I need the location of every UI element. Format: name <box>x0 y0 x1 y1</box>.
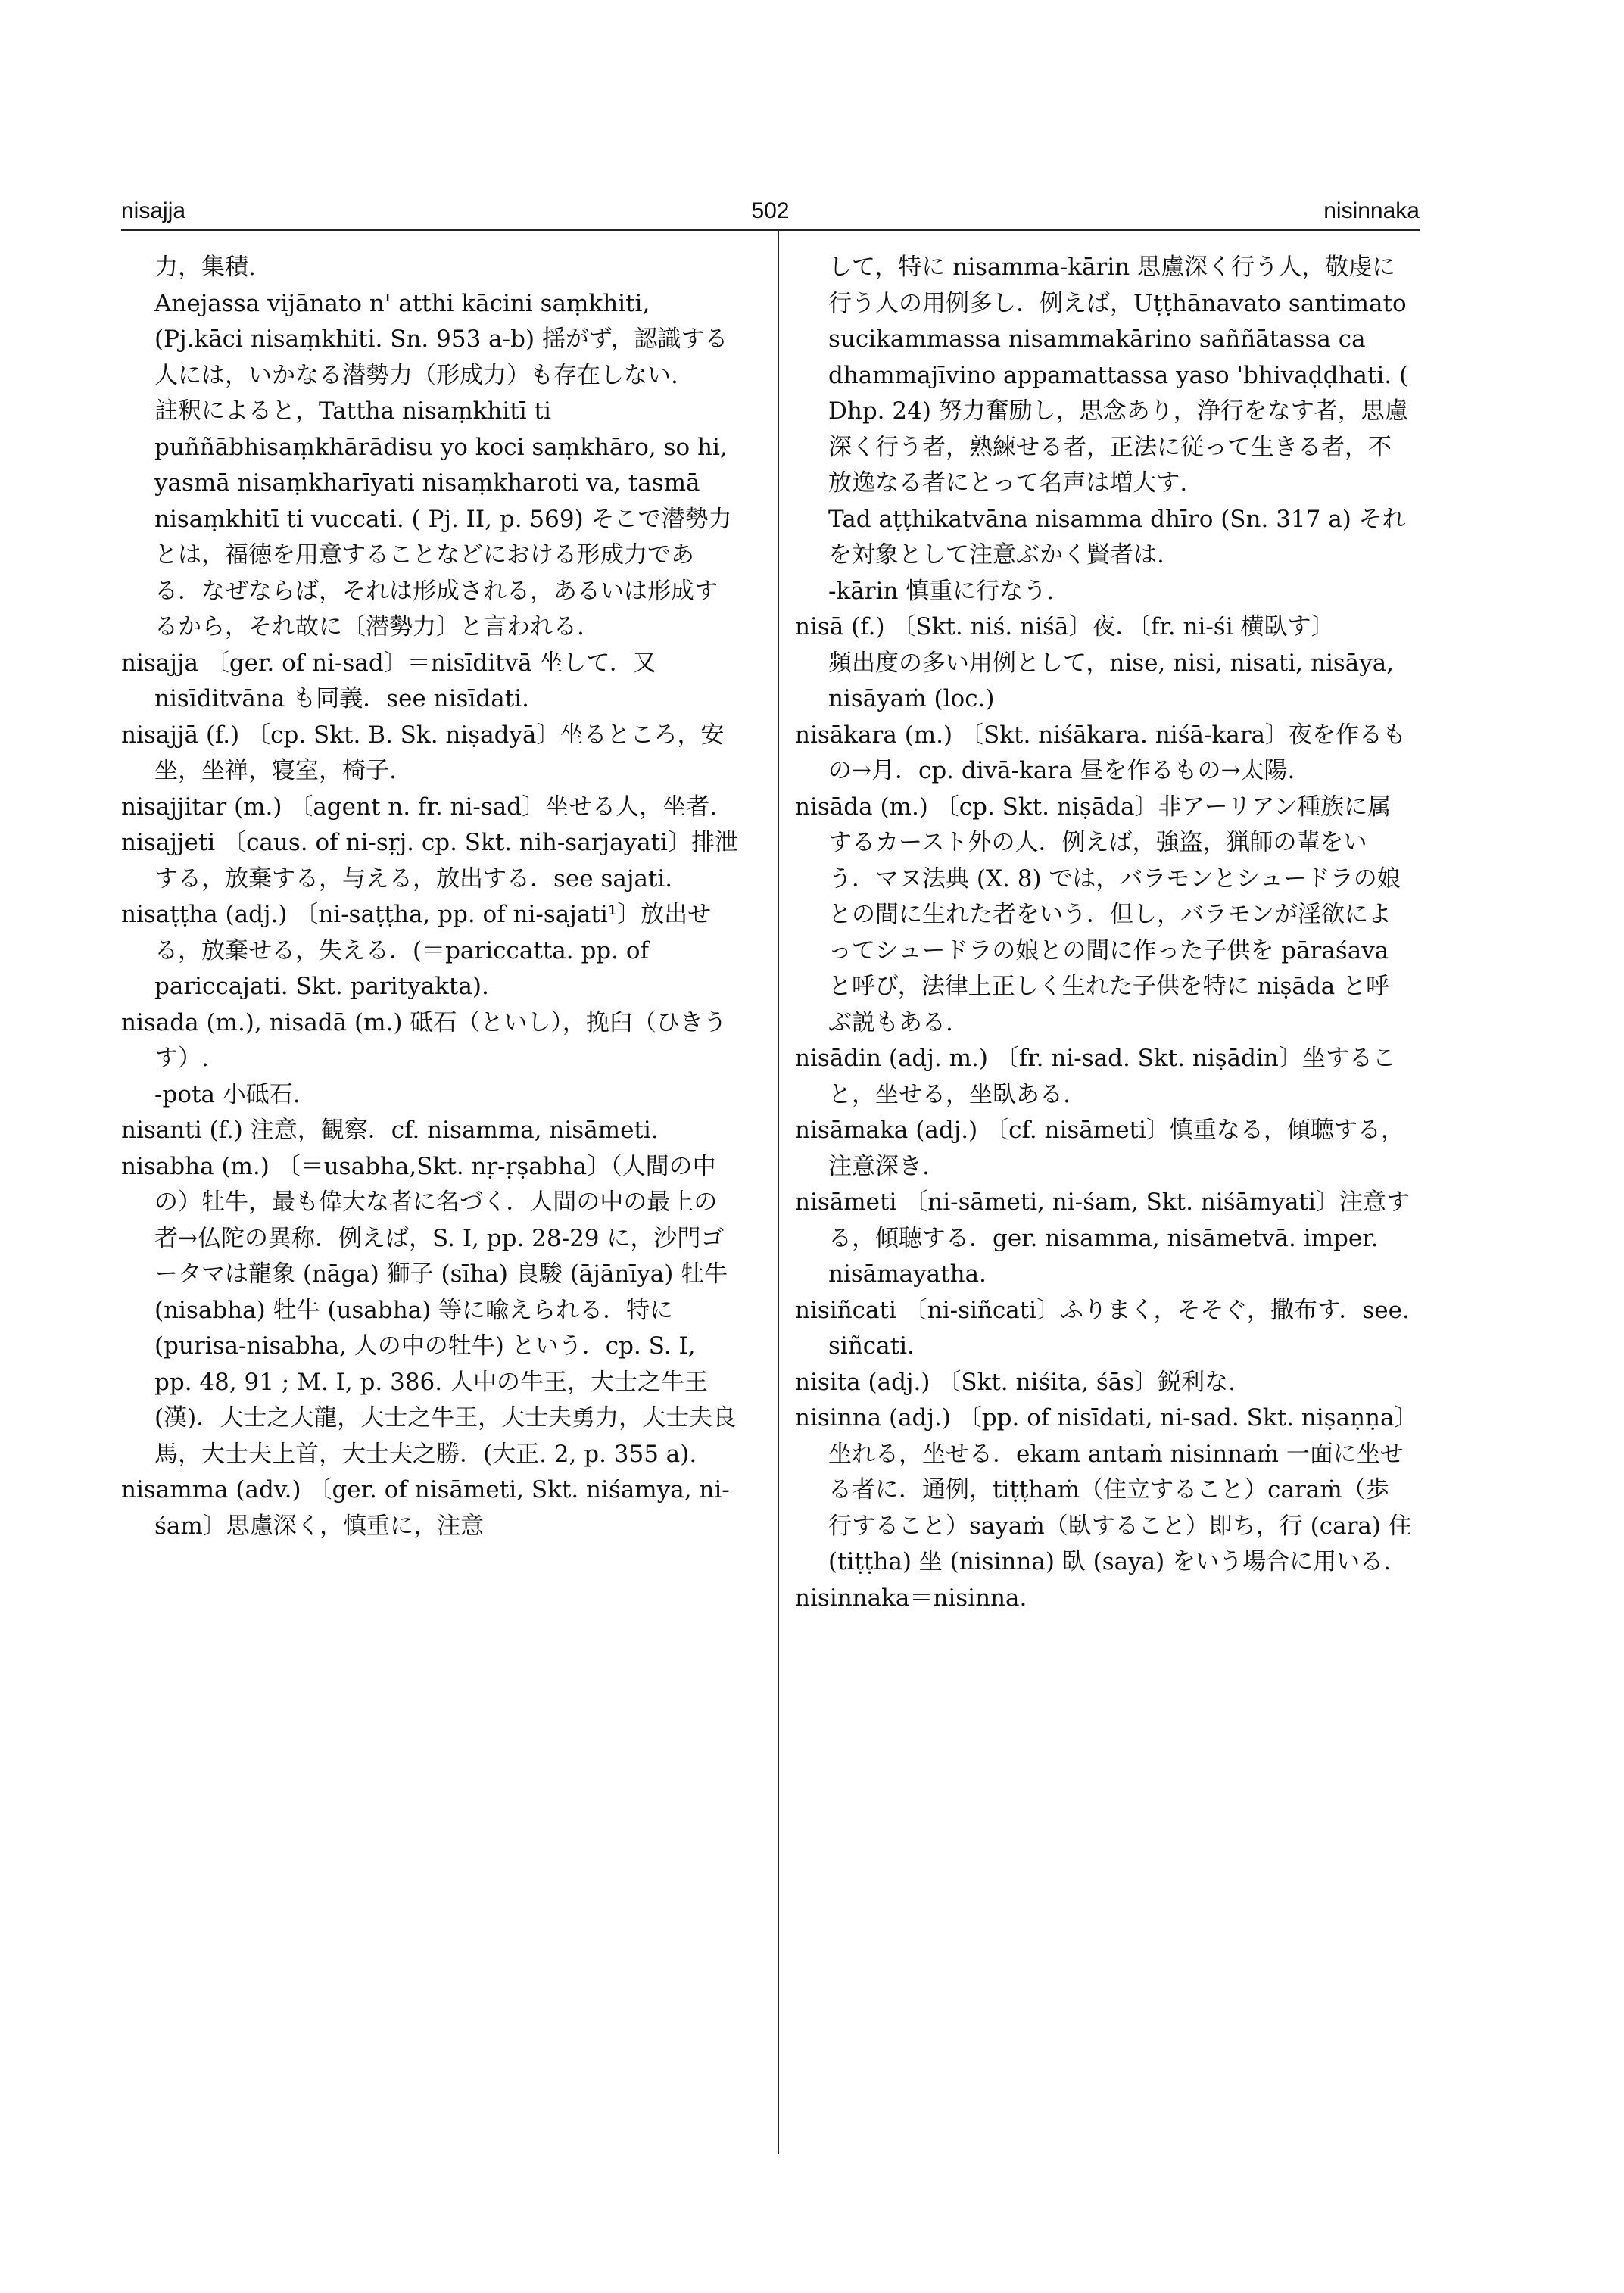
dictionary-entry: nisā (f.) 〔Skt. niś. niśā〕夜．〔fr. ni-śi 横臥す〕 <box>795 613 1335 640</box>
dictionary-entry: nisajjeti 〔caus. of ni-sṛj. cp. Skt. nih-sarjayati〕排泄する，放棄する，与える，放出する．see sajati. <box>121 829 738 893</box>
dictionary-entry: Tad aṭṭhikatvāna nisamma dhīro (Sn. 317 a) それを対象として注意ぶかく賢者は. <box>828 505 1406 569</box>
dictionary-entry: nisādin (adj. m.) 〔fr. ni-sad. Skt. niṣādin〕坐すること，坐せる，坐臥ある. <box>795 1045 1396 1108</box>
page-number: 502 <box>751 198 790 223</box>
right-column <box>795 250 1412 1616</box>
dictionary-entry: nisabha (m.) 〔＝usabha,Skt. nṛ-ṛṣabha〕（人間の中の）牡牛，最も偉大な者に名づく．人間の中の最上の者→仏陀の異称．例えば，S. I, pp. 28-29 に，沙門ゴータマは龍象 (nāga) 獅子 (sīha) 良駿 (ājānīya) 牡牛 (nisabha) 牡牛 (usabha) 等に喩えられる．特に (purisa-nisabha, 人の中の牡牛) という．cp. S. I, pp. 48, 91 ; M. I, p. 386. 人中の牛王，大士之牛王 (漢)．大士之大龍，大士之牛王，大士夫勇力，大士夫良馬，大士夫上首，大士夫之勝．(大正. 2, p. 355 a). <box>121 1152 737 1468</box>
dictionary-entry: nisada (m.), nisadā (m.) 砥石（といし），挽臼（ひきうす）. <box>121 1008 727 1072</box>
dictionary-entry: nisaṭṭha (adj.) 〔ni-saṭṭha, pp. of ni-sajati¹〕放出せる，放棄せる，失える．(＝pariccatta. pp. of pariccajati. Skt. parityakta). <box>121 901 712 1000</box>
dictionary-entry: 力，集積. <box>154 254 256 281</box>
dictionary-entry: nisāda (m.) 〔cp. Skt. niṣāda〕非アーリアン種族に属するカースト外の人．例えば，強盗，猟師の輩をいう．マヌ法典 (X. 8) では，バラモンとシュードラの娘との間に生れた者をいう．但し，バラモンが淫欲によってシュードラの娘との間に作った子供を pāraśava と呼び，法律上正しく生れた子供を特に niṣāda と呼ぶ説もある. <box>795 793 1401 1036</box>
header-left-guideword: nisajja <box>121 198 186 223</box>
dictionary-entry: nisamma (adv.) 〔ger. of nisāmeti, Skt. niśamya, ni-śam〕思慮深く，慎重に，注意 <box>121 1476 730 1540</box>
dictionary-entry: nisita (adj.) 〔Skt. niśita, śās〕鋭利な. <box>795 1368 1236 1396</box>
left-column <box>121 250 738 1544</box>
dictionary-entry: nisākara (m.) 〔Skt. niśākara. niśā-kara〕夜を作るもの→月．cp. divā-kara 昼を作るもの→太陽. <box>795 721 1407 784</box>
dictionary-entry: Anejassa vijānato n' atthi kācini saṃkhiti, (Pj.kāci nisaṃkhiti. Sn. 953 a-b) 揺がず，認識する人には，いかなる潜勢力（形成力）も存在しない. <box>154 289 728 389</box>
header-right-guideword: nisinnaka <box>1323 198 1420 223</box>
dictionary-entry: 註釈によると，Tattha nisaṃkhitī ti puññābhisaṃkhārādisu yo koci saṃkhāro, so hi, yasmā nisaṃkharīyati nisaṃkharoti va, tasmā nisaṃkhitī ti vuccati. ( Pj. II, p. 569) そこで潜勢力とは，福徳を用意することなどにおける形成力である．なぜならば，それは形成される，あるいは形成するから，それ故に〔潜勢力〕と言われる. <box>154 397 732 640</box>
dictionary-entry: nisajjā (f.) 〔cp. Skt. B. Sk. niṣadyā〕坐るところ，安坐，坐禅，寝室，椅子. <box>121 721 725 784</box>
dictionary-entry: nisiñcati 〔ni-siñcati〕ふりまく，そそぐ，撒布す．see. siñcati. <box>795 1296 1410 1360</box>
dictionary-entry: nisinna (adj.) 〔pp. of nisīdati, ni-sad. Skt. niṣaṇṇa〕坐れる，坐せる．ekam antaṁ nisinnaṁ 一面に坐せる者に．通例，tiṭṭhaṁ（住立すること）caraṁ（歩行すること）sayaṁ（臥すること）即ち，行 (cara) 住 (tiṭṭha) 坐 (nisinna) 臥 (saya) をいう場合に用いる. <box>795 1404 1412 1575</box>
dictionary-entry: して，特に nisamma-kārin 思慮深く行う人，敬虔に行う人の用例多し．例えば，Uṭṭhānavato santimato sucikammassa nisammakārino saññātassa ca dhammajīvino appamattassa yaso 'bhivaḍḍhati. ( Dhp. 24) 努力奮励し，思念あり，浄行をなす者，思慮深く行う者，熟練せる者，正法に従って生きる者，不放逸なる者にとって名声は増大す. <box>828 254 1409 497</box>
dictionary-entry: 頻出度の多い用例として，nise, nisi, nisati, nisāya, nisāyaṁ (loc.) <box>828 649 1395 712</box>
dictionary-entry: nisanti (f.) 注意，観察．cf. nisamma, nisāmeti. <box>121 1117 659 1144</box>
header-rule <box>121 229 1420 231</box>
column-divider <box>778 231 779 2154</box>
running-header <box>121 198 1420 226</box>
dictionary-entry: nisajja 〔ger. of ni-sad〕＝nisīditvā 坐して．又 nisīditvāna も同義．see nisīdati. <box>121 649 656 712</box>
dictionary-entry: nisāmeti 〔ni-sāmeti, ni-śam, Skt. niśāmyati〕注意する，傾聴する．ger. nisamma, nisāmetvā. imper. nisāmayatha. <box>795 1189 1410 1288</box>
dictionary-entry: nisinnaka＝nisinna. <box>795 1584 1027 1612</box>
dictionary-entry: -pota 小砥石. <box>154 1080 301 1108</box>
dictionary-entry: nisāmaka (adj.) 〔cf. nisāmeti〕慎重なる，傾聴する，注意深き. <box>795 1117 1404 1180</box>
dictionary-entry: nisajjitar (m.) 〔agent n. fr. ni-sad〕坐せる人，坐者. <box>121 793 717 821</box>
dictionary-entry: -kārin 慎重に行なう. <box>828 577 1055 605</box>
